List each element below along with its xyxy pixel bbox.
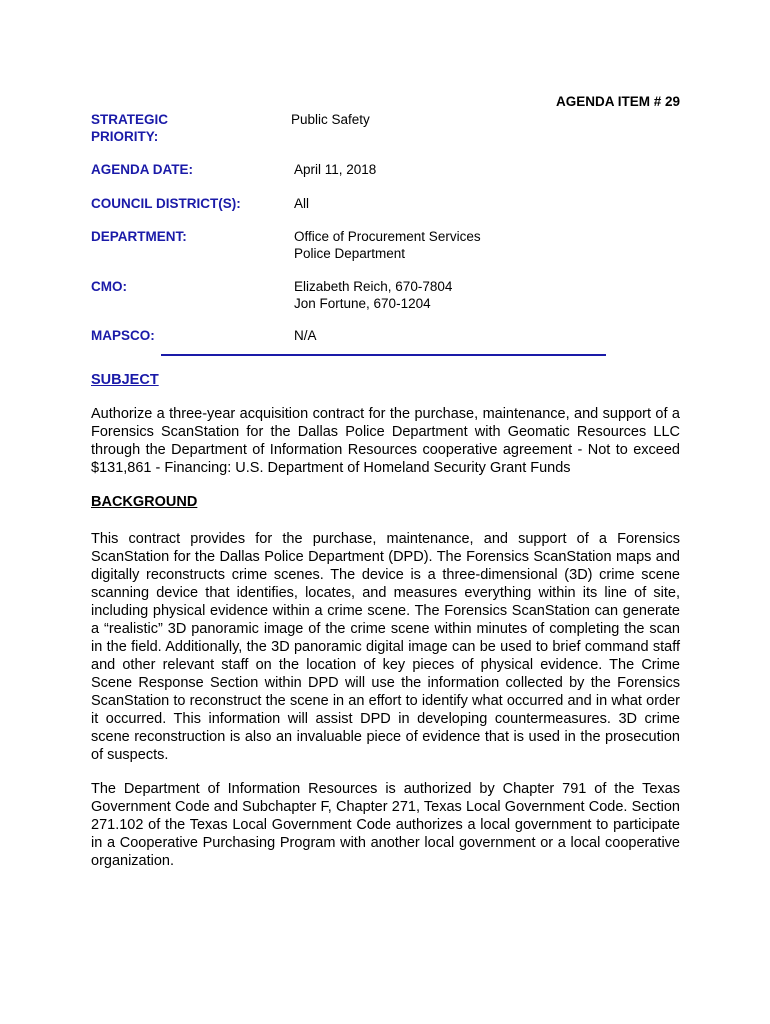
cmo-label: CMO: xyxy=(91,279,127,294)
subject-heading: SUBJECT xyxy=(91,372,159,388)
strategic-priority-label xyxy=(91,111,271,145)
cmo-value-line1: Elizabeth Reich, 670-7804 xyxy=(294,279,453,294)
header-divider xyxy=(161,354,606,356)
strategic-priority-value xyxy=(291,111,671,128)
cmo-value-line2: Jon Fortune, 670-1204 xyxy=(294,296,431,311)
strategic-priority-value-text: Public Safety xyxy=(291,112,370,127)
agenda-date-label: AGENDA DATE: xyxy=(91,162,193,177)
background-heading: BACKGROUND xyxy=(91,494,198,510)
mapsco-label: MAPSCO: xyxy=(91,328,155,343)
agenda-item-number: AGENDA ITEM # 29 xyxy=(555,94,680,109)
department-value-line1: Office of Procurement Services xyxy=(294,229,481,244)
strategic-priority-label-line1: STRATEGIC xyxy=(91,112,168,127)
council-districts-value: All xyxy=(294,196,310,211)
strategic-priority-label-line2: PRIORITY: xyxy=(91,129,159,144)
subject-text: Authorize a three-year acquisition contract for the purchase, maintenance, and support of a Forensics ScanStation for the Dallas Police Department with Geomatic Resources LLC through the Department of Information Resources cooperative agreement - Not to exceed $131,861 - Financing: U.S. Department of Homeland Security Grant Funds xyxy=(91,406,680,476)
cmo-value xyxy=(294,278,674,312)
background-paragraph-1: This contract provides for the purchase, maintenance, and support of a Forensics ScanStation for the Dallas Police Department (DPD). The Forensics ScanStation maps and digitally reconstructs crime scenes. The device is a three-dimensional (3D) crime scene scanning device that identifies, locates, and measures everything within its line of site, including physical evidence within a crime scene. The Forensics ScanStation can generate a “realistic” 3D panoramic image of the crime scene within minutes of completing the scan in the field. Additionally, the 3D panoramic digital image can be used to brief command staff and other relevant staff on the location of key pieces of physical evidence. The Crime Scene Response Section within DPD will use the information collected by the Forensics ScanStation to reconstruct the scene in an effort to identify what occurred and in what order it occurred. This information will assist DPD in developing countermeasures. 3D crime scene reconstruction is also an invaluable piece of evidence that is used in the prosecution of suspects. xyxy=(91,531,680,763)
background-paragraph-2: The Department of Information Resources is authorized by Chapter 791 of the Texas Government Code and Subchapter F, Chapter 271, Texas Local Government Code. Section 271.102 of the Texas Local Government Code authorizes a local government to participate in a Cooperative Purchasing Program with another local government or a local cooperative organization. xyxy=(91,781,680,869)
department-label: DEPARTMENT: xyxy=(91,229,187,244)
agenda-date-value: April 11, 2018 xyxy=(294,162,377,177)
mapsco-value: N/A xyxy=(294,328,317,343)
council-districts-label: COUNCIL DISTRICT(S): xyxy=(91,196,241,211)
department-value xyxy=(294,228,674,262)
department-value-line2: Police Department xyxy=(294,246,406,261)
